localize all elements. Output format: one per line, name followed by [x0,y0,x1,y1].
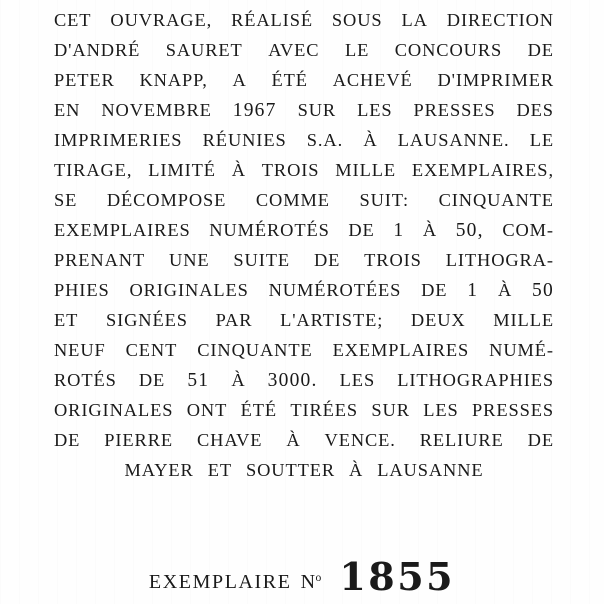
colophon-word: AVEC [268,40,320,60]
colophon-word: A [232,70,247,90]
colophon-word: PRESSES [413,100,496,120]
colophon-word: SAURET [165,40,243,60]
colophon-word: ORIGINALES [129,280,249,300]
colophon-word: LITHOGRAPHIES [397,370,554,390]
colophon-word: LA [401,10,428,30]
colophon-word: L'ARTISTE; [280,310,384,330]
colophon-word: À [363,130,378,150]
colophon-word: À [498,280,513,300]
colophon-word: TIRAGE, [54,160,133,180]
colophon-word: À [422,220,438,240]
colophon-word: DES [516,100,554,120]
colophon-line [54,305,554,335]
copy-number-label: EXEMPLAIRE [148,571,292,593]
colophon-word: 51 [187,370,210,391]
colophon-word: PETER [54,70,115,90]
colophon-word: À [231,160,246,180]
colophon-line [54,455,554,485]
colophon-word: DEUX [410,310,466,330]
colophon-word: KNAPP, [139,70,208,90]
colophon-line [54,5,554,35]
colophon-word: LES [339,370,376,390]
colophon-word: 1967 [232,100,277,121]
colophon-word: PIERRE [104,430,174,450]
colophon-word: IMPRIMERIES [54,130,183,150]
colophon-word: DE [421,280,448,300]
colophon-word: RELIURE [419,430,504,450]
colophon-word: LES [423,400,459,420]
colophon-word: CET [54,10,92,30]
colophon-word: DÉCOMPOSE [106,190,227,210]
colophon-word: SE [54,190,78,210]
colophon-line [54,95,554,125]
colophon-word: À [286,430,301,450]
colophon-word: VENCE. [324,430,396,450]
colophon-word: PRESSES [472,400,554,420]
colophon-word: TROIS [261,160,320,180]
colophon-word: ACHEVÉ [332,70,413,90]
colophon-word: PRENANT [54,250,146,270]
colophon-word: NOVEMBRE [101,100,212,120]
colophon-word: CHAVE [196,430,263,450]
colophon-line [54,275,554,305]
colophon-word: CINQUANTE [197,340,313,360]
colophon-word: DIRECTION [446,10,554,30]
colophon-word: SIGNÉES [105,310,188,330]
copy-number-ordinal-icon [301,571,322,594]
colophon-word: D'ANDRÉ [54,40,141,60]
colophon-word: UNE [169,250,210,270]
colophon-word: LE [529,130,554,150]
colophon-word: À [231,370,246,390]
colophon-word: CENT [125,340,178,360]
colophon-word: DE [54,430,81,450]
colophon-word: COM- [502,220,554,240]
colophon-word: LAUSANNE. [397,130,510,150]
colophon-word: PAR [215,310,253,330]
colophon-word: LE [344,40,370,60]
colophon-word: À [349,460,364,480]
colophon-word: RÉUNIES [202,130,287,150]
colophon-word: S.A. [306,130,344,150]
colophon-word: MAYER [124,460,194,480]
colophon-word: MILLE [335,160,396,180]
colophon-word: NUMÉ- [489,340,554,360]
colophon-line [54,185,554,215]
colophon-word: DE [348,220,375,240]
colophon-word: COMME [255,190,330,210]
colophon-line [54,65,554,95]
ordinal-n: N [300,571,316,593]
colophon-word: ORIGINALES [54,400,174,420]
colophon-word: TROIS [364,250,422,270]
colophon-word: SUR [371,400,410,420]
colophon-word: EXEMPLAIRES [332,340,470,360]
colophon-word: RÉALISÉ [231,10,313,30]
colophon-line [54,365,554,395]
colophon-word: EN [54,100,81,120]
colophon-word: TIRÉES [290,400,359,420]
colophon-word: NUMÉROTÉS [209,220,330,240]
copy-number-line [0,554,604,599]
colophon-text-block [54,5,554,485]
colophon-word: DE [138,370,166,390]
colophon-word: DE [527,40,554,60]
colophon-word: 3000. [267,370,318,391]
colophon-word: 50 [532,280,554,301]
colophon-line [54,155,554,185]
colophon-word: LAUSANNE [377,460,484,480]
colophon-line [54,245,554,275]
colophon-word: SUIT: [359,190,410,210]
colophon-line [54,395,554,425]
colophon-word: NUMÉROTÉES [268,280,402,300]
colophon-word: MILLE [493,310,554,330]
colophon-word: EXEMPLAIRES [54,220,191,240]
colophon-word: ÉTÉ [271,70,308,90]
colophon-word: LITHOGRA- [445,250,554,270]
colophon-word: EXEMPLAIRES, [411,160,554,180]
colophon-line [54,125,554,155]
colophon-word: NEUF [54,340,106,360]
colophon-line [54,35,554,65]
colophon-word: PHIES [54,280,110,300]
colophon-word: SOUS [331,10,383,30]
colophon-word: SOUTTER [245,460,336,480]
colophon-word: SUITE [233,250,291,270]
colophon-word: ÉTÉ [240,400,277,420]
copy-number-value: 1855 [339,554,456,599]
colophon-word: CINQUANTE [438,190,554,210]
colophon-line [54,215,554,245]
colophon-word: D'IMPRIMER [437,70,554,90]
colophon-word: DE [527,430,554,450]
colophon-word: ROTÉS [54,370,117,390]
colophon-word: 1 [467,280,479,301]
colophon-word: CONCOURS [394,40,503,60]
colophon-word: ET [54,310,79,330]
colophon-line [54,335,554,365]
ordinal-o: o [315,570,322,584]
colophon-word: 50, [455,220,484,241]
colophon-word: ONT [186,400,228,420]
colophon-word: 1 [393,220,405,241]
colophon-word: DE [313,250,341,270]
colophon-word: ET [207,460,232,480]
colophon-word: LIMITÉ [148,160,216,180]
colophon-line [54,425,554,455]
colophon-word: SUR [297,100,337,120]
colophon-word: OUVRAGE, [110,10,213,30]
colophon-word: LES [357,100,393,120]
